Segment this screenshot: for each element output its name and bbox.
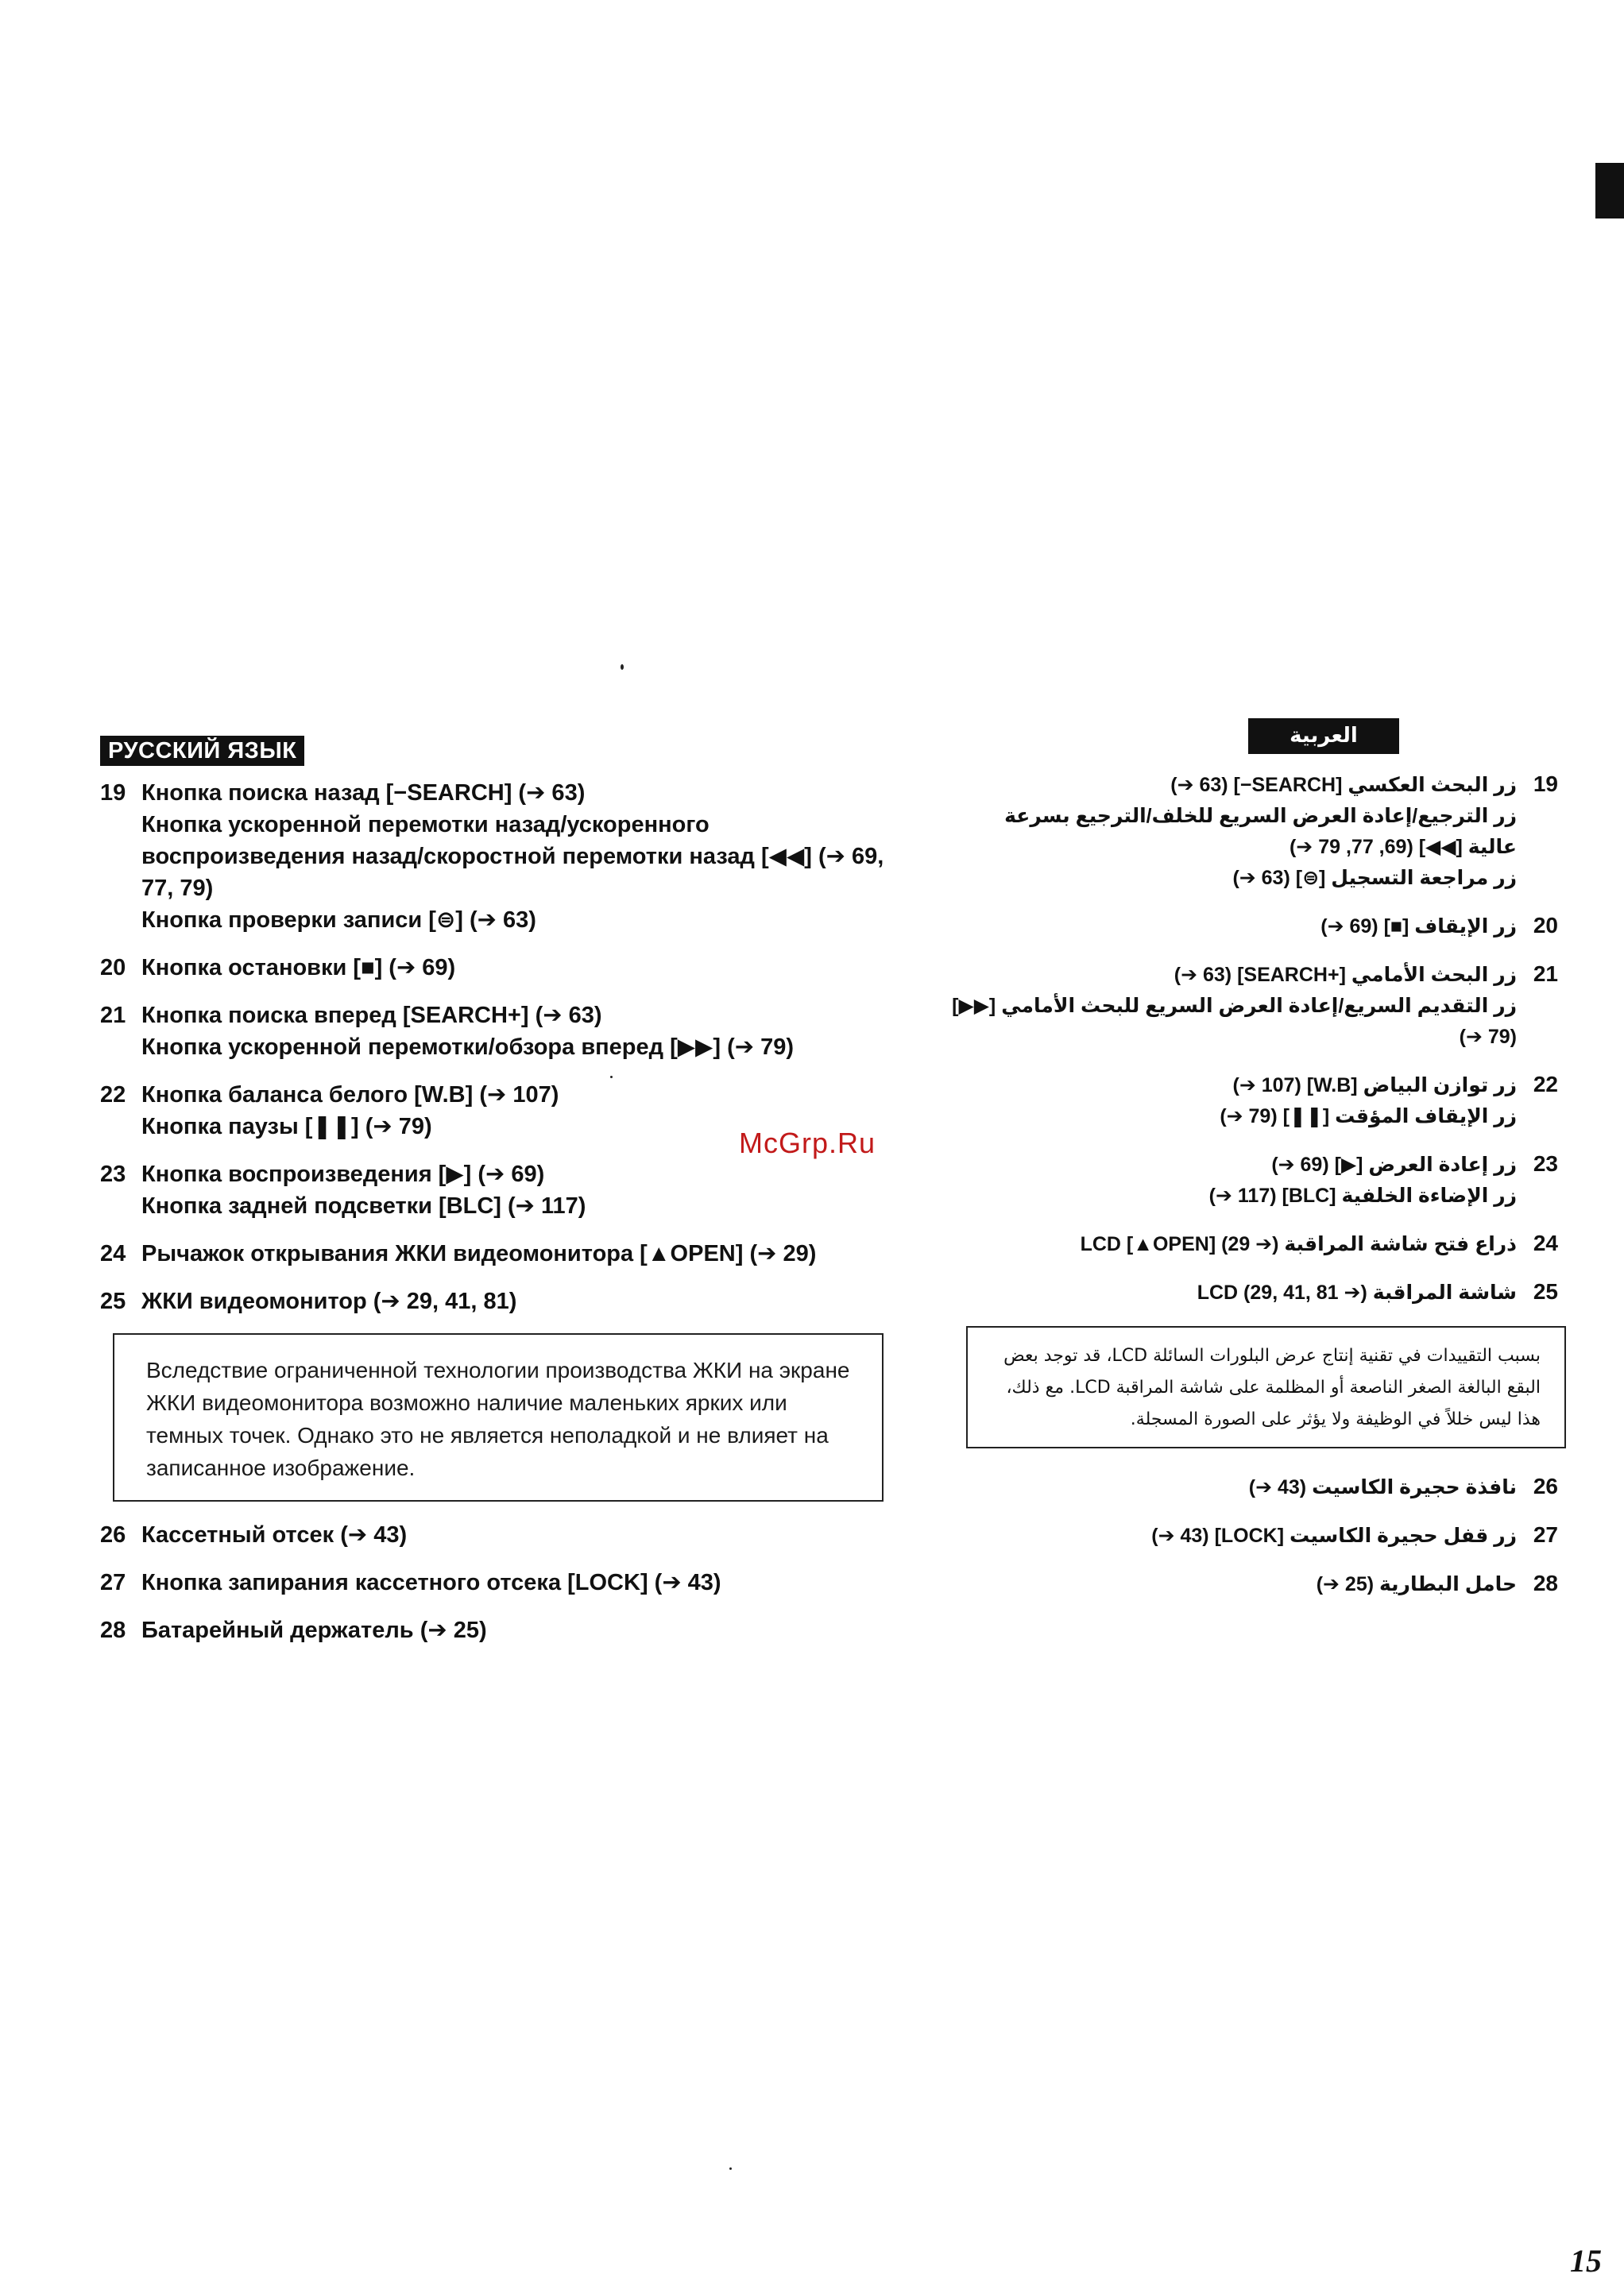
- russian-item-list-after: [100, 1519, 903, 1646]
- item-body: [950, 1472, 1517, 1503]
- item-line: زر الإيقاف [■] (69 ➔): [1320, 915, 1517, 938]
- item-number: 19: [1533, 771, 1558, 796]
- item-line: شاشة المراقبة LCD (29, 41, 81 ➔): [1197, 1282, 1517, 1304]
- item-number: 25: [100, 1289, 126, 1314]
- list-item: [950, 1229, 1558, 1260]
- item-line: زر التقديم السريع/إعادة العرض السريع للبحث الأمامي [▶▶] (79 ➔): [952, 995, 1517, 1048]
- item-body: [141, 1567, 903, 1599]
- item-number: 26: [100, 1522, 126, 1548]
- item-body: [141, 1519, 903, 1551]
- item-line: Кнопка задней подсветки [BLC] (➔ 117): [141, 1193, 586, 1219]
- item-line: حامل البطارية (25 ➔): [1316, 1573, 1517, 1595]
- item-line: ЖКИ видеомонитор (➔ 29, 41, 81): [141, 1289, 517, 1314]
- list-item: [950, 1521, 1558, 1552]
- item-number: 27: [1533, 1522, 1558, 1547]
- item-body: [950, 1229, 1517, 1260]
- item-line: Рычажок открывания ЖКИ видеомонитора [▲OPEN] (➔ 29): [141, 1241, 817, 1266]
- list-item: [950, 1070, 1558, 1132]
- list-item: [950, 1472, 1558, 1503]
- item-line: زر قفل حجيرة الكاسيت [LOCK] (43 ➔): [1151, 1525, 1517, 1547]
- arabic-item-list: [950, 770, 1558, 1309]
- item-body: [950, 1521, 1517, 1552]
- item-line: Кассетный отсек (➔ 43): [141, 1522, 408, 1548]
- scan-speck: [729, 2167, 732, 2170]
- item-body: [141, 1158, 903, 1222]
- list-item: [950, 1569, 1558, 1600]
- item-body: [141, 777, 903, 936]
- item-number: 20: [100, 955, 126, 980]
- item-body: [141, 1286, 903, 1317]
- item-line: ذراع فتح شاشة المراقبة LCD [▲OPEN] (29 ➔): [1080, 1233, 1517, 1255]
- item-line: Кнопка ускоренной перемотки/обзора вперед [▶▶] (➔ 79): [141, 1034, 795, 1060]
- item-body: [950, 1569, 1517, 1600]
- list-item: [950, 911, 1558, 942]
- item-number: 22: [100, 1082, 126, 1108]
- item-line: زر الإضاءة الخلفية [BLC] (117 ➔): [1208, 1185, 1517, 1207]
- page-number: 15: [1570, 2243, 1602, 2279]
- item-line: Кнопка воспроизведения [▶] (➔ 69): [141, 1162, 545, 1187]
- item-number: 22: [1533, 1072, 1558, 1096]
- watermark: McGrp.Ru: [739, 1127, 876, 1159]
- list-item: [100, 1000, 903, 1063]
- list-item: [100, 1079, 903, 1143]
- item-line: زر الإيقاف المؤقت [❚❚] (79 ➔): [1220, 1105, 1517, 1127]
- edge-index-tab: [1595, 163, 1624, 218]
- list-item: [100, 1519, 903, 1551]
- item-line: زر الترجيع/إعادة العرض السريع للخلف/الترجيع بسرعة عالية [◀◀] (69, 77, 79 ➔): [1004, 805, 1517, 858]
- item-line: نافذة حجيرة الكاسيت (43 ➔): [1248, 1476, 1517, 1498]
- list-item: [100, 1286, 903, 1317]
- item-line: زر مراجعة التسجيل [⊜] (63 ➔): [1232, 867, 1517, 889]
- list-item: [950, 770, 1558, 894]
- item-line: Кнопка ускоренной перемотки назад/ускоренного воспроизведения назад/скоростной перемотки назад [◀◀] (➔ 69, 77, 79): [141, 812, 884, 901]
- item-line: زر توازن البياض [W.B] (107 ➔): [1232, 1074, 1517, 1096]
- item-number: 25: [1533, 1279, 1558, 1304]
- item-body: [141, 1614, 903, 1646]
- item-number: 21: [100, 1003, 126, 1028]
- list-item: [950, 960, 1558, 1053]
- russian-lcd-note: Вследствие ограниченной технологии производства ЖКИ на экране ЖКИ видеомонитора возможно наличие маленьких ярких или темных точек. Однако это не является неполадкой и не влияет на записанное изображение.: [113, 1333, 884, 1502]
- item-body: [950, 960, 1517, 1053]
- scan-speck: [621, 664, 624, 670]
- item-body: [950, 770, 1517, 894]
- list-item: [100, 952, 903, 984]
- item-number: 28: [100, 1618, 126, 1643]
- item-line: Кнопка остановки [■] (➔ 69): [141, 955, 456, 980]
- list-item: [100, 1238, 903, 1270]
- item-number: 27: [100, 1570, 126, 1595]
- item-number: 23: [1533, 1151, 1558, 1176]
- item-line: زر البحث الأمامي [+SEARCH] (63 ➔): [1174, 964, 1517, 986]
- list-item: [100, 777, 903, 936]
- item-number: 20: [1533, 913, 1558, 938]
- item-line: Кнопка поиска вперед [SEARCH+] (➔ 63): [141, 1003, 602, 1028]
- item-number: 23: [100, 1162, 126, 1187]
- item-body: [141, 1238, 903, 1270]
- item-line: Кнопка запирания кассетного отсека [LOCK] (➔ 43): [141, 1570, 721, 1595]
- item-body: [141, 1000, 903, 1063]
- russian-section-label: РУССКИЙ ЯЗЫК: [100, 736, 304, 766]
- item-line: زر البحث العكسي [SEARCH−] (63 ➔): [1170, 774, 1517, 796]
- list-item: [100, 1567, 903, 1599]
- item-number: 24: [100, 1241, 126, 1266]
- list-item: [100, 1158, 903, 1222]
- arabic-lcd-note: بسبب التقييدات في تقنية إنتاج عرض البلورات السائلة LCD، قد توجد بعض البقع البالغة الصغر الناصعة أو المظلمة على شاشة المراقبة LCD. مع ذلك، هذا ليس خللاً في الوظيفة ولا يؤثر على الصورة المسجلة.: [966, 1326, 1566, 1448]
- item-body: [950, 911, 1517, 942]
- item-line: زر إعادة العرض [▶] (69 ➔): [1271, 1154, 1517, 1176]
- list-item: [950, 1278, 1558, 1309]
- list-item: [100, 1614, 903, 1646]
- item-number: 26: [1533, 1474, 1558, 1498]
- item-body: [141, 1079, 903, 1143]
- item-line: Кнопка поиска назад [−SEARCH] (➔ 63): [141, 780, 586, 806]
- item-line: Кнопка паузы [❚❚] (➔ 79): [141, 1114, 432, 1139]
- item-line: Кнопка баланса белого [W.B] (➔ 107): [141, 1082, 559, 1108]
- item-number: 19: [100, 780, 126, 806]
- item-body: [950, 1150, 1517, 1212]
- russian-section: [100, 736, 903, 1662]
- arabic-item-list-after: [950, 1472, 1558, 1600]
- item-number: 21: [1533, 961, 1558, 986]
- item-body: [141, 952, 903, 984]
- item-body: [950, 1278, 1517, 1309]
- arabic-section-label: العربية: [1248, 718, 1399, 754]
- item-line: Кнопка проверки записи [⊜] (➔ 63): [141, 907, 536, 933]
- item-number: 24: [1533, 1231, 1558, 1255]
- arabic-section: [950, 718, 1558, 1618]
- list-item: [950, 1150, 1558, 1212]
- russian-item-list: [100, 777, 903, 1317]
- item-body: [950, 1070, 1517, 1132]
- item-line: Батарейный держатель (➔ 25): [141, 1618, 487, 1643]
- item-number: 28: [1533, 1571, 1558, 1595]
